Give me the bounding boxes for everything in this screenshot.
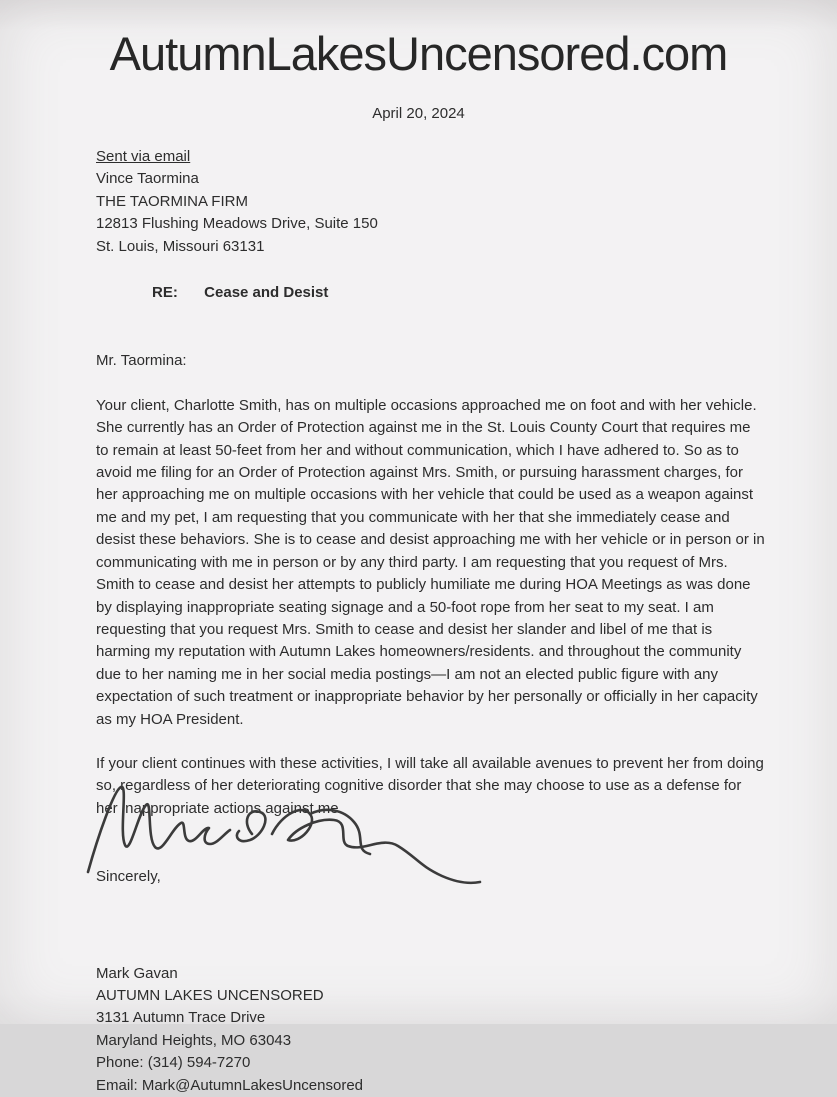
recipient-address-line1: 12813 Flushing Meadows Drive, Suite 150	[96, 215, 378, 233]
salutation: Mr. Taormina:	[96, 352, 187, 370]
sender-email: Email: Mark@AutumnLakesUncensored	[96, 1076, 364, 1094]
sender-organization: AUTUMN LAKES UNCENSORED	[96, 986, 324, 1004]
closing: Sincerely,	[96, 868, 161, 886]
letter-date: April 20, 2024	[372, 105, 465, 122]
sender-address-line1: 3131 Autumn Trace Drive	[96, 1009, 266, 1027]
sender-phone: Phone: (314) 594-7270	[96, 1054, 251, 1072]
letterhead-title: AutumnLakesUncensored.com	[109, 27, 728, 80]
sender-block	[96, 963, 767, 1097]
body-paragraph-1: Your client, Charlotte Smith, has on multiple occasions approached me on foot and with her vehicle. She currently has an Order of Protection against me in the St. Louis County Court that requires me to remain at least 50-feet from her and without communication, which I have adhered to. So as to avoid me filing for an Order of Protection against Mrs. Smith, or pursuing harassment charges, for her approaching me on multiple occasions with her vehicle that could be used as a weapon against me and my pet, I am requesting that you communicate with her that she immediately cease and desist these behaviors. She is to cease and desist approaching me with her vehicle or in person or in communicating with me in person or by any third party. I am requesting that you request of Mrs. Smith to cease and desist her attempts to publicly humiliate me during HOA Meetings as was done by displaying inappropriate seating signage and a 50-foot rope from her seat to my seat. I am requesting that you request Mrs. Smith to cease and desist her slander and libel of me that is harming my reputation with Autumn Lakes homeowners/residents. and throughout the community due to her naming me in her social media postings—I am not an elected public figure with any expectation of such treatment or inappropriate behavior by her personally or officially in her capacity as my HOA President.	[96, 396, 765, 728]
re-subject: Cease and Desist	[204, 284, 329, 302]
re-label: RE:	[152, 284, 178, 302]
delivery-method: Sent via email	[96, 148, 191, 165]
sender-address-line2: Maryland Heights, MO 63043	[96, 1031, 292, 1049]
body-paragraph-2: If your client continues with these activities, I will take all available avenues to prevent her from doing so, regardless of her deteriorating cognitive disorder that she may choose to use as a defense for her inappropriate actions against me.	[96, 754, 764, 817]
letter-body	[96, 146, 767, 1097]
recipient-address-line2: St. Louis, Missouri 63131	[96, 237, 265, 255]
recipient-firm: THE TAORMINA FIRM	[96, 192, 248, 210]
recipient-name: Vince Taormina	[96, 170, 199, 188]
recipient-block	[96, 146, 767, 258]
re-line	[96, 282, 767, 304]
sender-name: Mark Gavan	[96, 964, 178, 982]
